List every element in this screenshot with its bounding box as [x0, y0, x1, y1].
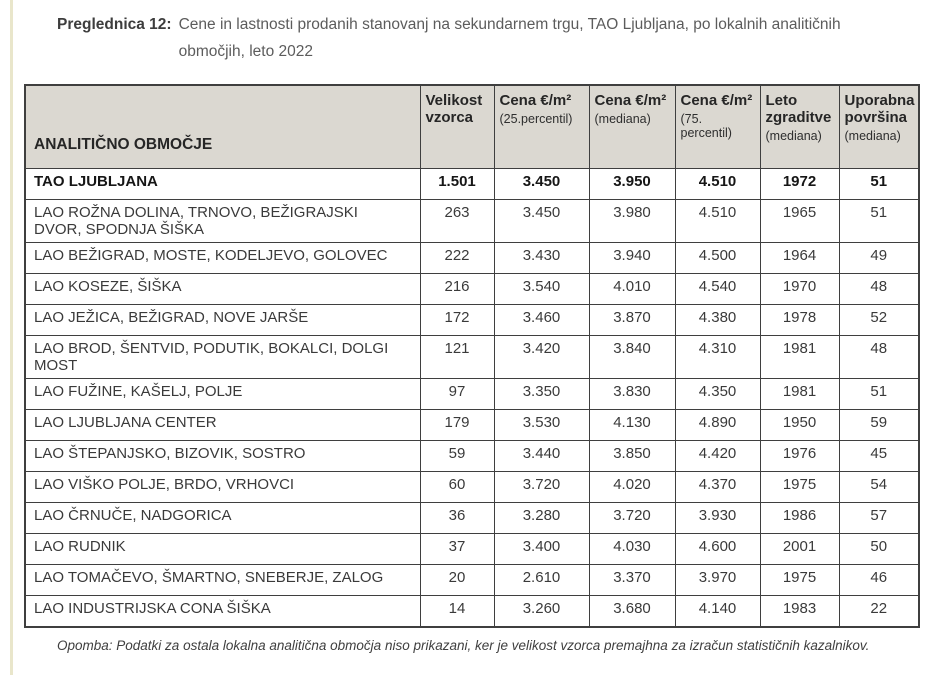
area-name-cell: TAO LJUBLJANA	[25, 169, 420, 200]
value-cell: 3.260	[494, 596, 589, 628]
value-cell: 4.420	[675, 441, 760, 472]
header-row	[25, 85, 919, 169]
value-cell: 60	[420, 472, 494, 503]
col-header-sub: (75. percentil)	[680, 112, 732, 140]
table-row	[25, 243, 919, 274]
table-row	[25, 200, 919, 243]
value-cell: 1978	[760, 305, 839, 336]
value-cell: 3.680	[589, 596, 675, 628]
table-caption	[57, 11, 895, 65]
value-cell: 57	[839, 503, 919, 534]
statistics-table	[24, 84, 920, 628]
value-cell: 1986	[760, 503, 839, 534]
col-header-label: Cena €/m²	[499, 92, 572, 109]
value-cell: 1983	[760, 596, 839, 628]
table-row	[25, 596, 919, 628]
value-cell: 59	[839, 410, 919, 441]
value-cell: 3.280	[494, 503, 589, 534]
area-name-cell: LAO KOSEZE, ŠIŠKA	[25, 274, 420, 305]
value-cell: 3.400	[494, 534, 589, 565]
col-header-uporabna-povrsina	[839, 85, 919, 169]
area-name-cell: LAO TOMAČEVO, ŠMARTNO, SNEBERJE, ZALOG	[25, 565, 420, 596]
value-cell: 3.450	[494, 200, 589, 243]
table-row	[25, 305, 919, 336]
value-cell: 3.720	[494, 472, 589, 503]
area-name-cell: LAO FUŽINE, KAŠELJ, POLJE	[25, 379, 420, 410]
value-cell: 4.010	[589, 274, 675, 305]
value-cell: 1981	[760, 336, 839, 379]
value-cell: 3.720	[589, 503, 675, 534]
area-name-cell: LAO RUDNIK	[25, 534, 420, 565]
value-cell: 1981	[760, 379, 839, 410]
value-cell: 179	[420, 410, 494, 441]
value-cell: 1950	[760, 410, 839, 441]
value-cell: 1976	[760, 441, 839, 472]
col-header-sub: (25.percentil)	[499, 112, 573, 126]
value-cell: 4.140	[675, 596, 760, 628]
value-cell: 48	[839, 336, 919, 379]
value-cell: 121	[420, 336, 494, 379]
value-cell: 216	[420, 274, 494, 305]
table-row	[25, 274, 919, 305]
value-cell: 1964	[760, 243, 839, 274]
value-cell: 1975	[760, 472, 839, 503]
value-cell: 4.510	[675, 200, 760, 243]
area-name-cell: LAO BROD, ŠENTVID, PODUTIK, BOKALCI, DOLGI MOST	[25, 336, 420, 379]
col-header-cena-75-percentil	[675, 85, 760, 169]
left-accent-stripe	[10, 0, 13, 675]
value-cell: 3.440	[494, 441, 589, 472]
value-cell: 3.540	[494, 274, 589, 305]
value-cell: 3.840	[589, 336, 675, 379]
area-name-cell: LAO BEŽIGRAD, MOSTE, KODELJEVO, GOLOVEC	[25, 243, 420, 274]
table-row	[25, 410, 919, 441]
value-cell: 2001	[760, 534, 839, 565]
value-cell: 54	[839, 472, 919, 503]
value-cell: 51	[839, 379, 919, 410]
table-caption-label: Preglednica 12:	[57, 16, 172, 33]
value-cell: 172	[420, 305, 494, 336]
value-cell: 4.600	[675, 534, 760, 565]
value-cell: 49	[839, 243, 919, 274]
value-cell: 4.370	[675, 472, 760, 503]
value-cell: 1975	[760, 565, 839, 596]
value-cell: 3.450	[494, 169, 589, 200]
area-name-cell: LAO ŠTEPANJSKO, BIZOVIK, SOSTRO	[25, 441, 420, 472]
table-row	[25, 441, 919, 472]
value-cell: 97	[420, 379, 494, 410]
value-cell: 52	[839, 305, 919, 336]
area-name-cell: LAO JEŽICA, BEŽIGRAD, NOVE JARŠE	[25, 305, 420, 336]
col-header-analiticno-obmocje	[25, 85, 420, 169]
value-cell: 3.940	[589, 243, 675, 274]
value-cell: 4.350	[675, 379, 760, 410]
value-cell: 50	[839, 534, 919, 565]
table-caption-text: Cene in lastnosti prodanih stanovanj na sekundarnem trgu, TAO Ljubljana, po lokalnih analitičnih območjih, leto 2022	[178, 16, 841, 61]
area-name-cell: LAO VIŠKO POLJE, BRDO, VRHOVCI	[25, 472, 420, 503]
table-row	[25, 472, 919, 503]
value-cell: 36	[420, 503, 494, 534]
col-header-label: Cena €/m²	[680, 92, 753, 109]
value-cell: 4.890	[675, 410, 760, 441]
table-row	[25, 503, 919, 534]
value-cell: 3.430	[494, 243, 589, 274]
value-cell: 3.850	[589, 441, 675, 472]
value-cell: 51	[839, 200, 919, 243]
value-cell: 37	[420, 534, 494, 565]
value-cell: 4.030	[589, 534, 675, 565]
value-cell: 45	[839, 441, 919, 472]
value-cell: 14	[420, 596, 494, 628]
value-cell: 3.980	[589, 200, 675, 243]
value-cell: 3.460	[494, 305, 589, 336]
value-cell: 4.510	[675, 169, 760, 200]
value-cell: 3.830	[589, 379, 675, 410]
value-cell: 4.540	[675, 274, 760, 305]
col-header-sub: (mediana)	[844, 129, 901, 143]
col-header-leto-zgraditve	[760, 85, 839, 169]
col-header-label: Leto zgraditve	[765, 92, 832, 126]
table-header	[25, 85, 919, 169]
value-cell: 4.020	[589, 472, 675, 503]
table-row	[25, 534, 919, 565]
value-cell: 3.350	[494, 379, 589, 410]
col-header-sub: (mediana)	[594, 112, 651, 126]
value-cell: 263	[420, 200, 494, 243]
col-header-cena-25-percentil	[494, 85, 589, 169]
table-footnote: Opomba: Podatki za ostala lokalna analitična območja niso prikazani, ker je velikost vzorca premajhna za izračun statističnih kazalnikov.	[57, 638, 870, 653]
value-cell: 59	[420, 441, 494, 472]
table-row	[25, 336, 919, 379]
value-cell: 3.950	[589, 169, 675, 200]
value-cell: 51	[839, 169, 919, 200]
col-header-sub: (mediana)	[765, 129, 822, 143]
col-header-label: ANALITIČNO OBMOČJE	[34, 136, 213, 153]
value-cell: 3.370	[589, 565, 675, 596]
value-cell: 4.310	[675, 336, 760, 379]
table-row	[25, 379, 919, 410]
col-header-label: Velikost vzorca	[425, 92, 483, 126]
col-header-cena-mediana	[589, 85, 675, 169]
value-cell: 2.610	[494, 565, 589, 596]
value-cell: 3.420	[494, 336, 589, 379]
col-header-label: Cena €/m²	[594, 92, 667, 109]
table-row	[25, 565, 919, 596]
table-body	[25, 169, 919, 628]
area-name-cell: LAO ČRNUČE, NADGORICA	[25, 503, 420, 534]
col-header-velikost-vzorca	[420, 85, 494, 169]
value-cell: 3.870	[589, 305, 675, 336]
value-cell: 3.970	[675, 565, 760, 596]
value-cell: 1970	[760, 274, 839, 305]
value-cell: 1972	[760, 169, 839, 200]
value-cell: 1.501	[420, 169, 494, 200]
value-cell: 46	[839, 565, 919, 596]
value-cell: 20	[420, 565, 494, 596]
table-row-total	[25, 169, 919, 200]
area-name-cell: LAO INDUSTRIJSKA CONA ŠIŠKA	[25, 596, 420, 628]
col-header-label: Uporabna površina	[844, 92, 915, 126]
value-cell: 3.530	[494, 410, 589, 441]
area-name-cell: LAO LJUBLJANA CENTER	[25, 410, 420, 441]
value-cell: 4.130	[589, 410, 675, 441]
value-cell: 1965	[760, 200, 839, 243]
value-cell: 3.930	[675, 503, 760, 534]
value-cell: 22	[839, 596, 919, 628]
value-cell: 4.380	[675, 305, 760, 336]
value-cell: 222	[420, 243, 494, 274]
value-cell: 4.500	[675, 243, 760, 274]
area-name-cell: LAO ROŽNA DOLINA, TRNOVO, BEŽIGRAJSKI DVOR, SPODNJA ŠIŠKA	[25, 200, 420, 243]
value-cell: 48	[839, 274, 919, 305]
